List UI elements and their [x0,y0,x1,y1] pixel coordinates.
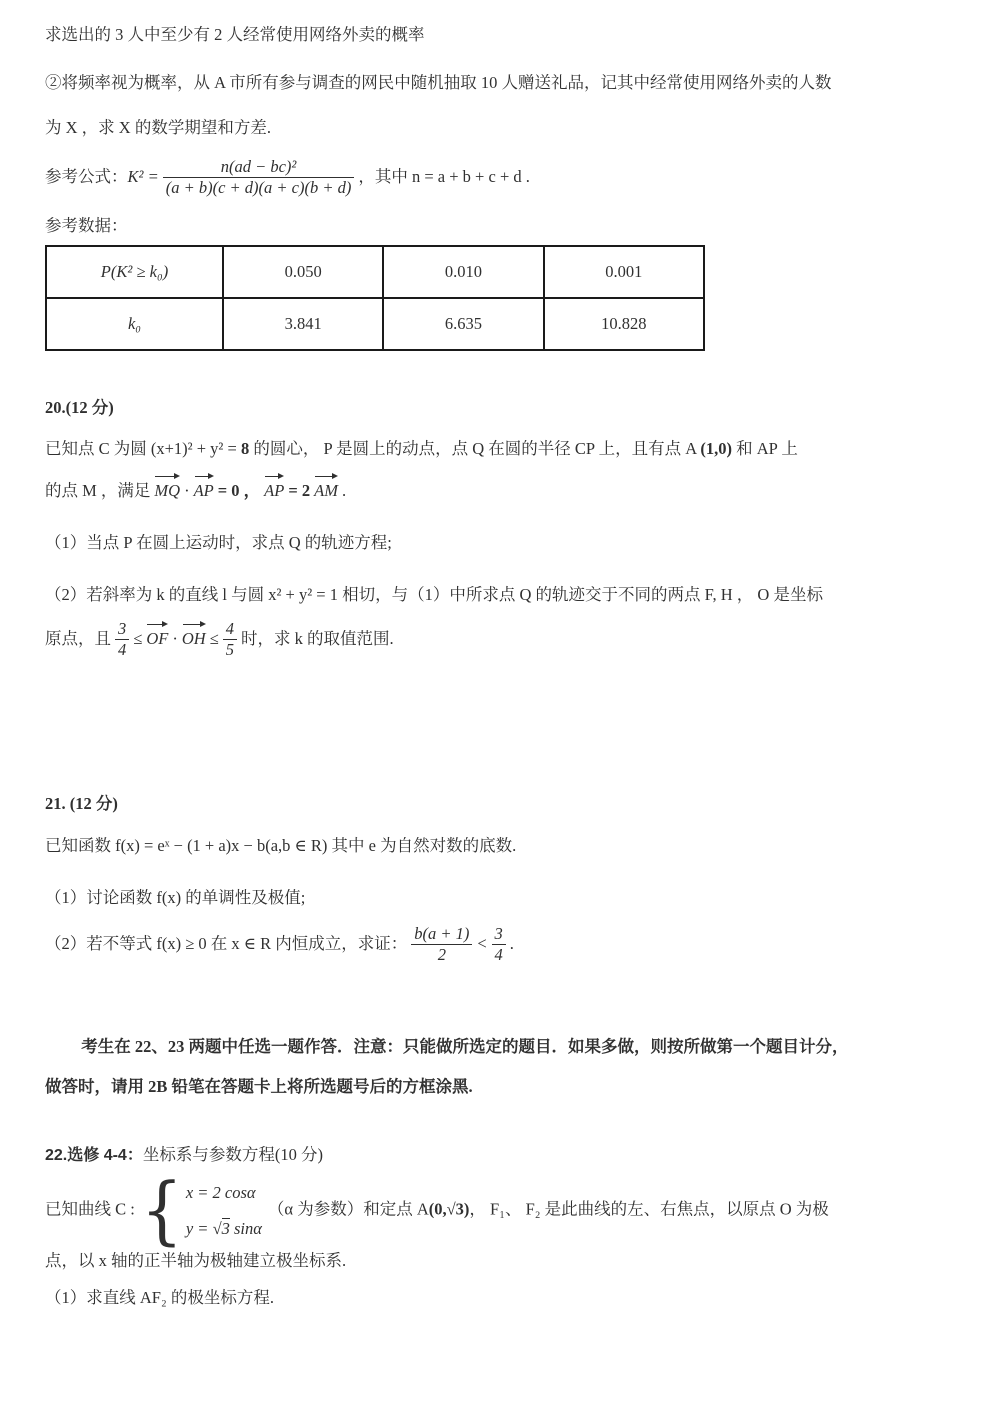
system-equations [186,1183,262,1239]
fraction-denominator: 4 [492,944,506,966]
text-run: （2）若不等式 f(x) ≥ 0 在 x ∈ R 内恒成立，求证： [45,933,408,953]
q20-part-2-line-1: （2）若斜率为 k 的直线 l 与圆 x² + y² = 1 相切，与（1）中所求点 Q 的轨迹交于不同的两点 F, H ， O 是坐标 [45,585,823,605]
table-row [46,298,704,350]
table-header-row [46,246,704,298]
fraction-denominator: (a + b)(c + d)(a + c)(b + d) [163,177,355,199]
text-run: ， F₁、 F₂ 是此曲线的左、右焦点，以原点 O 为极 [469,1199,829,1219]
text-run: 已知点 C 为圆 (x+1)² + y² = [45,438,241,458]
formula-label: 参考公式： [45,166,128,186]
fraction-numerator: 3 [494,923,503,943]
notice-line-1: 考生在 22、23 两题中任选一题作答．注意：只能做所选定的题目．如果多做，则按所做第一个题目计分， [81,1036,849,1056]
vector-label: AP [193,480,214,500]
fraction-numerator: b(a + 1) [414,923,470,943]
q20-part-2-line-2 [45,619,950,661]
q20-heading: 20.(12 分) [45,398,114,418]
formula-lhs: K² = [127,166,159,186]
q22-heading [45,1144,950,1167]
vector-arrow-icon [194,472,214,480]
text-run: sinα [229,1218,262,1238]
point-A-coordinates: (0,√3) [428,1199,470,1219]
reference-data-label: 参考数据： [45,216,128,236]
dot-operator: · [184,480,190,500]
q20-body-line-1 [45,438,950,460]
vector-arrow-icon [182,620,206,628]
text-run: . [341,480,347,500]
intro-line-1: 求选出的 3 人中至少有 2 人经常使用网络外卖的概率 [45,25,425,44]
text-run: = 0 ， [217,480,261,500]
intro-line-3: 为 X ，求 X 的数学期望和方差. [45,117,271,137]
table-cell: k₀ [46,298,223,350]
q22-heading-number: 22.选修 4-4： [45,1147,143,1165]
q22-body-line-2: 点，以 x 轴的正半轴为极轴建立极坐标系. [45,1251,347,1271]
text-run: . [509,933,514,953]
q21-heading: 21. (12 分) [45,793,118,813]
vector-OH [182,628,206,650]
vector-arrow-icon [314,472,338,480]
critical-value-table [45,245,705,351]
less-than-operator: < [476,933,488,953]
vector-arrow-icon [146,620,168,628]
vector-label: OF [146,628,169,648]
formula-tail: ，其中 n = a + b + c + d . [358,166,530,186]
vector-label: AM [314,480,338,500]
vector-AM [314,480,338,502]
fraction-b-a-plus-1-over-2 [411,924,472,966]
vector-arrow-icon [154,472,180,480]
k-squared-fraction [163,157,355,199]
text-run: （α 为参数）和定点 A [267,1199,429,1219]
left-brace: { [140,1167,183,1254]
notice-line-2: 做答时，请用 2B 铅笔在答题卡上将所选题号后的方框涂黑. [45,1077,473,1097]
q20-body-line-2 [45,480,950,502]
point-A-coordinates: (1,0) [700,438,732,458]
fraction-denominator: 2 [411,944,472,966]
text-run: 和 AP 上 [732,438,798,458]
q21-part-2 [45,924,950,966]
vector-arrow-icon [264,472,284,480]
sqrt-symbol: √ [212,1218,222,1238]
text-run: 的圆心， P 是圆上的动点，点 Q 在圆的半径 CP 上，且有点 A [249,438,701,458]
sqrt-argument: 3 [221,1218,230,1238]
fraction-four-fifths [223,619,237,661]
table-cell: 6.635 [383,298,543,350]
leq-operator: ≤ [133,628,143,648]
vector-OF [146,628,168,650]
dot-operator: · [172,628,178,648]
text-run-bold: 8 [240,438,250,458]
text-run: 时，求 k 的取值范围. [240,628,394,648]
text-run: y = [185,1218,213,1238]
q22-part-1: （1）求直线 AF₂ 的极坐标方程. [45,1287,274,1307]
fraction-numerator: n(ad − bc)² [220,156,297,176]
table-cell: 3.841 [223,298,383,350]
vector-label: AP [264,480,285,500]
param-eq-y [186,1219,262,1239]
param-eq-x: x = 2 cosα [185,1182,256,1202]
q20-part-1: （1）当点 P 在圆上运动时，求点 Q 的轨迹方程; [45,533,392,553]
vector-label: OH [181,628,206,648]
fraction-denominator: 5 [223,639,237,661]
text-run: 原点，且 [45,628,111,648]
vector-MQ [154,480,180,502]
table-cell: P(K² ≥ k₀) [46,246,223,298]
fraction-three-fourths [492,924,506,966]
text-run: 已知曲线 C : [45,1199,135,1219]
table-cell: 0.010 [383,246,543,298]
q22-body-line-1 [45,1167,950,1254]
q22-heading-title: 坐标系与参数方程(10 分) [142,1145,323,1165]
q21-body: 已知函数 f(x) = eˣ − (1 + a)x − b(a,b ∈ R) 其中 e 为自然对数的底数. [45,836,517,856]
leq-operator: ≤ [209,628,219,648]
reference-formula-line [45,157,950,199]
fraction-denominator: 4 [115,639,129,661]
text-run: 的点 M ，满足 [45,480,151,500]
vector-AP [194,480,214,502]
table-cell: 10.828 [544,298,704,350]
table-cell: 0.001 [544,246,704,298]
vector-label: MQ [154,480,181,500]
fraction-numerator: 4 [225,618,234,638]
q21-part-1: （1）讨论函数 f(x) 的单调性及极值; [45,888,306,908]
text-run: = 2 [288,480,311,500]
table-cell: 0.050 [223,246,383,298]
fraction-three-fourths [115,619,129,661]
intro-line-2: ②将频率视为概率，从 A 市所有参与调查的网民中随机抽取 10 人赠送礼品，记其中经常使用网络外卖的人数 [45,73,832,93]
parametric-system [140,1167,262,1254]
fraction-numerator: 3 [118,618,127,638]
vector-AP-2 [264,480,284,502]
